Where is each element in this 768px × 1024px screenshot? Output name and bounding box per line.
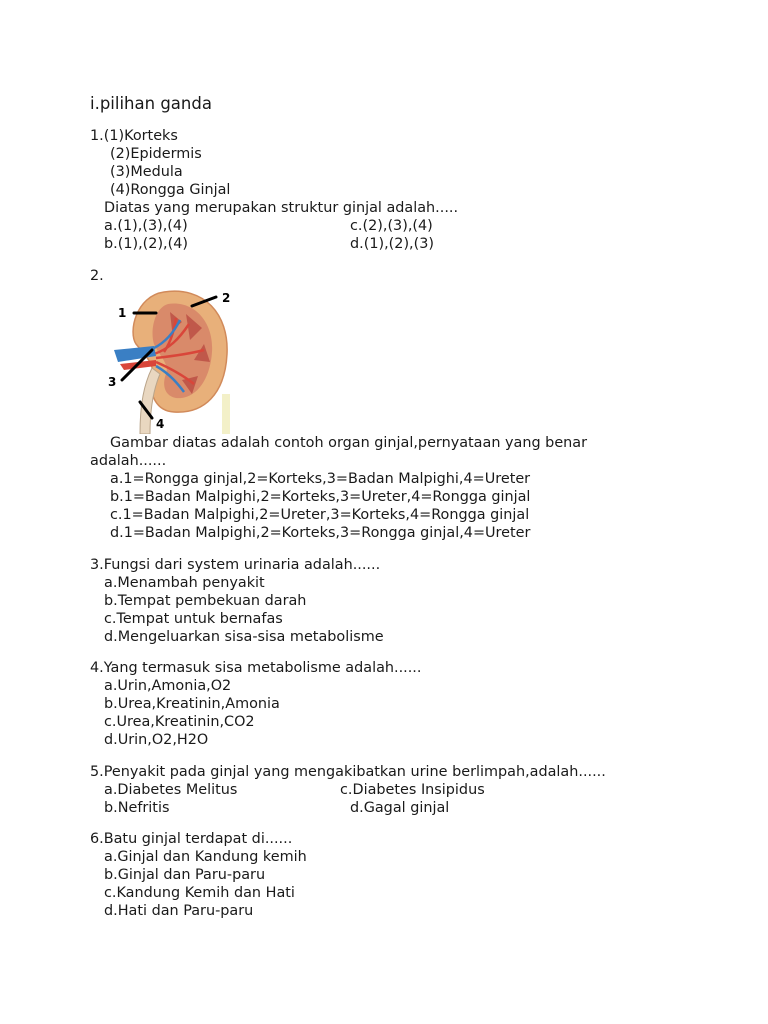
- figure-label-3: 3: [108, 375, 117, 389]
- diagram-edge-strip: [222, 394, 230, 434]
- q1-item-4: (4)Rongga Ginjal: [110, 182, 231, 198]
- q3-option-a: a.Menambah penyakit: [104, 575, 265, 591]
- q5-stem: 5.Penyakit pada ginjal yang mengakibatkan urine berlimpah,adalah......: [90, 764, 606, 780]
- q2-stem-line2: adalah......: [90, 453, 167, 469]
- q6-option-c: c.Kandung Kemih dan Hati: [104, 885, 295, 901]
- q1-item-1: 1.(1)Korteks: [90, 128, 178, 144]
- q1-option-c: c.(2),(3),(4): [350, 218, 433, 234]
- q6-option-b: b.Ginjal dan Paru-paru: [104, 867, 266, 883]
- q3-option-c: c.Tempat untuk bernafas: [104, 611, 283, 627]
- q4-stem: 4.Yang termasuk sisa metabolisme adalah......: [90, 660, 422, 676]
- q5-option-d: d.Gagal ginjal: [350, 800, 450, 816]
- q4-option-b: b.Urea,Kreatinin,Amonia: [104, 696, 280, 712]
- figure-label-1: 1: [118, 306, 127, 320]
- figure-label-4: 4: [156, 417, 165, 431]
- q2-option-a: a.1=Rongga ginjal,2=Korteks,3=Badan Malpighi,4=Ureter: [110, 471, 531, 487]
- q5-option-a: a.Diabetes Melitus: [104, 782, 238, 798]
- q3-option-b: b.Tempat pembekuan darah: [104, 593, 307, 609]
- kidney-diagram: [94, 284, 258, 434]
- q2-option-d: d.1=Badan Malpighi,2=Korteks,3=Rongga ginjal,4=Ureter: [110, 525, 531, 541]
- q1-stem: Diatas yang merupakan struktur ginjal adalah.....: [104, 200, 459, 216]
- section-title: i.pilihan ganda: [90, 94, 212, 113]
- q1-option-a: a.(1),(3),(4): [104, 218, 188, 234]
- q6-option-a: a.Ginjal dan Kandung kemih: [104, 849, 307, 865]
- q3-option-d: d.Mengeluarkan sisa-sisa metabolisme: [104, 629, 384, 645]
- q3-stem: 3.Fungsi dari system urinaria adalah......: [90, 557, 381, 573]
- q2-option-b: b.1=Badan Malpighi,2=Korteks,3=Ureter,4=Rongga ginjal: [110, 489, 531, 505]
- q5-option-c: c.Diabetes Insipidus: [340, 782, 485, 798]
- q5-option-b: b.Nefritis: [104, 800, 170, 816]
- q4-option-d: d.Urin,O2,H2O: [104, 732, 209, 748]
- figure-label-2: 2: [222, 291, 231, 305]
- q2-stem-line1: Gambar diatas adalah contoh organ ginjal,pernyataan yang benar: [110, 435, 588, 451]
- q2-number: 2.: [90, 268, 104, 284]
- q6-option-d: d.Hati dan Paru-paru: [104, 903, 254, 919]
- q1-item-3: (3)Medula: [110, 164, 183, 180]
- q6-stem: 6.Batu ginjal terdapat di......: [90, 831, 293, 847]
- q4-option-a: a.Urin,Amonia,O2: [104, 678, 232, 694]
- q2-option-c: c.1=Badan Malpighi,2=Ureter,3=Korteks,4=Rongga ginjal: [110, 507, 530, 523]
- q1-item-2: (2)Epidermis: [110, 146, 202, 162]
- q4-option-c: c.Urea,Kreatinin,CO2: [104, 714, 255, 730]
- q1-option-d: d.(1),(2),(3): [350, 236, 435, 252]
- q1-option-b: b.(1),(2),(4): [104, 236, 189, 252]
